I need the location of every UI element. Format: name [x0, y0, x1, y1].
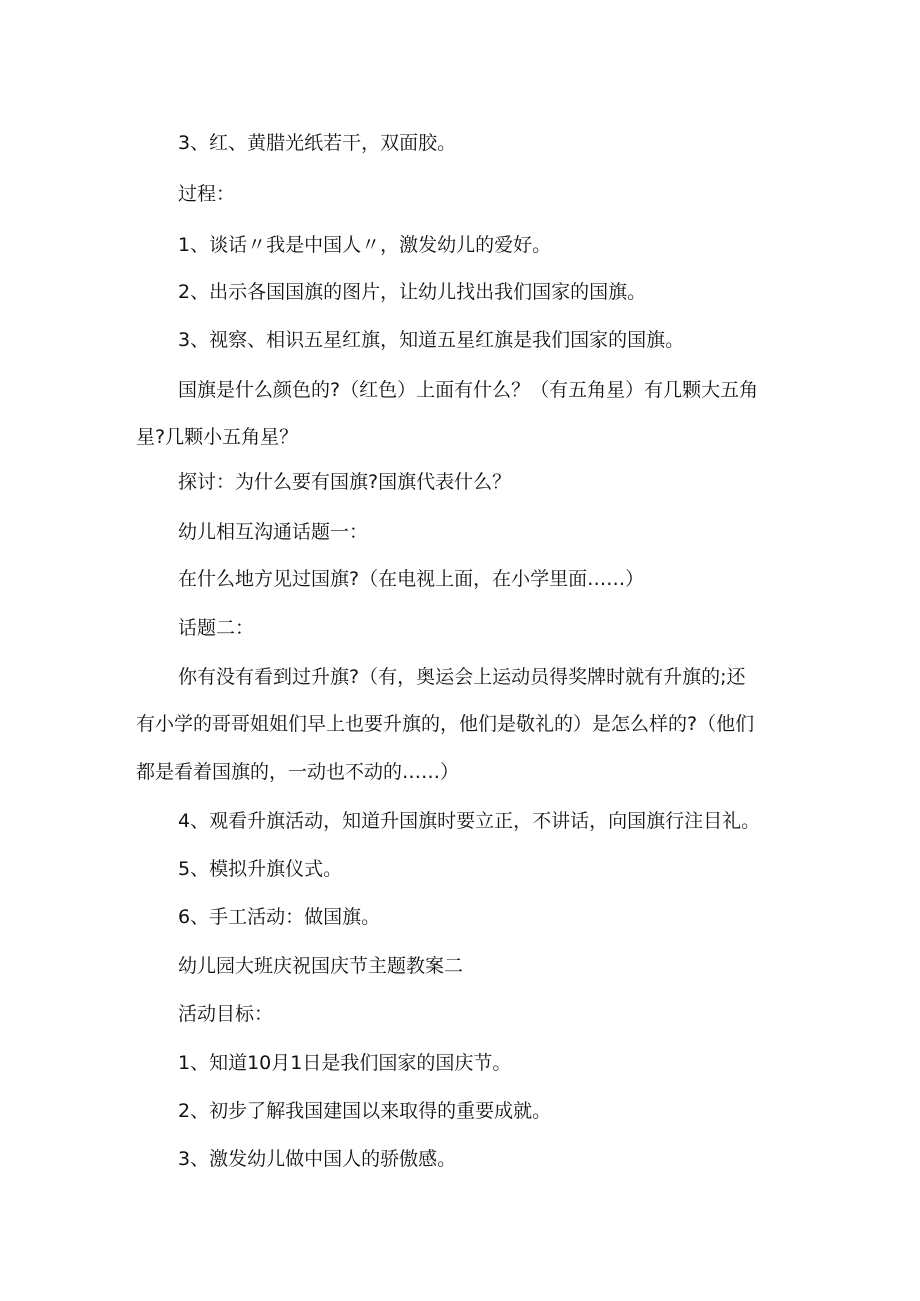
goal-3: 3、激发幼儿做中国人的骄傲感。: [178, 1148, 457, 1170]
goal-1: 1、知道10月1日是我们国家的国庆节。: [178, 1052, 512, 1074]
lesson-plan-2-title: 幼儿园大班庆祝国庆节主题教案二: [178, 955, 464, 977]
topic-2-text-cont-2: 都是看着国旗的，一动也不动的……）: [136, 761, 460, 783]
topic-2-text: 你有没有看到过升旗?（有，奥运会上运动员得奖牌时就有升旗的;还: [178, 666, 746, 688]
paragraph-materials-3: 3、红、黄腊光纸若干，双面胶。: [178, 132, 457, 154]
topic-1-heading: 幼儿相互沟通话题一：: [178, 521, 369, 543]
question-flag-color-cont: 星?几颗小五角星？: [136, 426, 299, 448]
step-6: 6、手工活动：做国旗。: [178, 906, 381, 928]
heading-process: 过程：: [178, 183, 236, 205]
step-5: 5、模拟升旗仪式。: [178, 858, 343, 880]
goal-2: 2、初步了解我国建国以来取得的重要成就。: [178, 1100, 552, 1122]
step-4: 4、观看升旗活动，知道升国旗时要立正，不讲话，向国旗行注目礼。: [178, 810, 761, 832]
step-3: 3、视察、相识五星红旗，知道五星红旗是我们国家的国旗。: [178, 329, 685, 351]
topic-1-text: 在什么地方见过国旗?（在电视上面，在小学里面……）: [178, 568, 645, 590]
step-1: 1、谈话〃我是中国人〃，激发幼儿的爱好。: [178, 234, 552, 256]
topic-2-text-cont-1: 有小学的哥哥姐姐们早上也要升旗的，他们是敬礼的）是怎么样的?（他们: [136, 713, 755, 735]
step-2: 2、出示各国国旗的图片，让幼儿找出我们国家的国旗。: [178, 281, 647, 303]
heading-activity-goals: 活动目标：: [178, 1003, 274, 1025]
question-flag-color: 国旗是什么颜色的?（红色）上面有什么？（有五角星）有几颗大五角: [178, 379, 759, 401]
discussion: 探讨：为什么要有国旗?国旗代表什么？: [178, 471, 512, 493]
topic-2-heading: 话题二：: [178, 617, 255, 639]
